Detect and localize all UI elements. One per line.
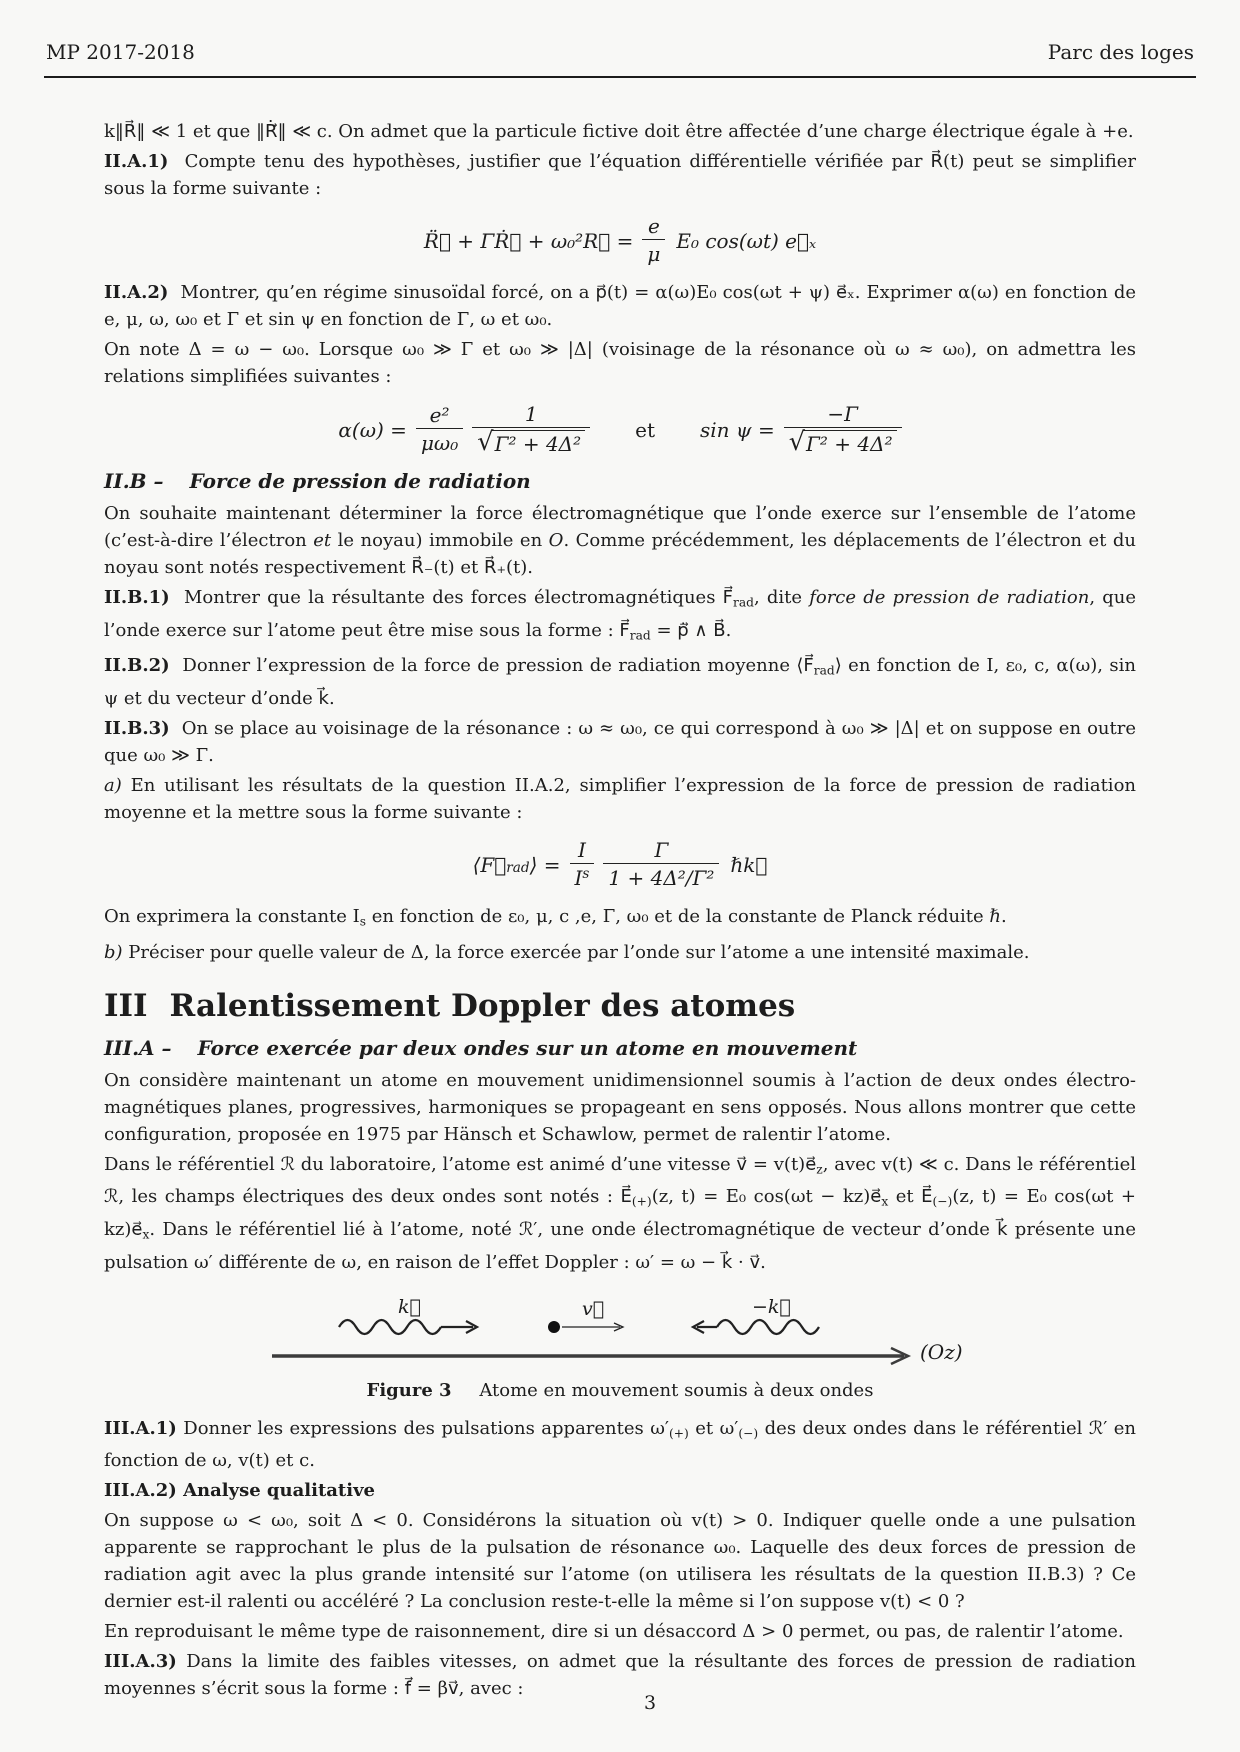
- text-run: On se place au voisinage de la résonance : ω ≈ ω₀, ce qui correspond à ω₀ ≫ |Δ| et on suppose en outre que ω₀ ≫ Γ.: [104, 718, 1136, 767]
- heading-number: II.B –: [104, 469, 164, 493]
- page-content: [104, 118, 1136, 1702]
- text-run: (z, t) = E₀ cos(ωt − kz)e⃗: [651, 1186, 882, 1208]
- text-run: . Comme précédemment, les déplacements de l’électron et du noyau sont notés respectivement R⃗₋(t) et R⃗₊(t).: [104, 530, 1136, 578]
- fraction: [603, 838, 719, 891]
- text-run: On note Δ = ω − ω₀. Lorsque ω₀ ≫ Γ et ω₀ ≫ |Δ| (voisinage de la résonance où ω ≈ ω₀), on admettra les relations simplifiées suivantes :: [104, 339, 1136, 387]
- equation-alpha-sinpsi: [104, 402, 1136, 457]
- text-run: des deux ondes dans le référentiel ℛ′ en fonction de ω, v(t) et c.: [104, 1417, 1137, 1472]
- text-run: On suppose ω < ω₀, soit Δ < 0. Considérons la situation où v(t) > 0. Indiquer quelle onde a une pulsation apparente se rapprochant le plus de la pulsation de résonance ω₀. Laquelle des deux forces de pression de radiation agit avec la plus grande intensité sur l’atome (on utilisera les résultats de la question II.B.3) ? Ce dernier est-il ralenti ou accéléré ? La conclusion reste-t-elle la même si l’on suppose v(t) < 0 ?: [104, 1510, 1136, 1613]
- question-II-B-3: [104, 715, 1136, 769]
- text-run: (−): [932, 1195, 953, 1210]
- wave-arrow-right-icon: [339, 1320, 473, 1334]
- equation-lhs: α(ω) =: [338, 417, 407, 442]
- wave-vector-minus-k-label: −k⃗: [752, 1295, 791, 1318]
- figure-3: [270, 1295, 970, 1376]
- equation-lhs: R̈⃗ + ΓṘ⃗ + ω₀²R⃗ =: [423, 228, 634, 253]
- text-run: x: [142, 1227, 150, 1242]
- paragraph-constante-Is: [104, 903, 1136, 936]
- text-run: rad: [813, 664, 835, 679]
- text-run: a): [104, 775, 122, 797]
- text-run: Préciser pour quelle valeur de Δ, la force exercée par l’onde sur l’atome a une intensité maximale.: [122, 941, 1030, 963]
- paragraph-analyse-qualitative: [104, 1507, 1136, 1615]
- fraction-numerator: Γ: [654, 838, 669, 863]
- text-run: s: [359, 914, 367, 929]
- figure-caption-label: Figure 3: [366, 1379, 452, 1401]
- denominator-base: I: [574, 866, 583, 891]
- text-run: II.B.1): [104, 587, 170, 608]
- fraction-numerator: I: [577, 838, 586, 863]
- text-run: b): [104, 941, 123, 963]
- sqrt-icon: √: [788, 427, 806, 457]
- fraction-numerator: e: [647, 214, 660, 238]
- equation-rhs: ℏk⃗: [730, 852, 768, 877]
- heading-III: [104, 988, 1136, 1024]
- equation-separator: et: [635, 417, 656, 442]
- heading-number: III.A –: [104, 1035, 172, 1060]
- fraction: [642, 214, 665, 267]
- question-II-A-2: [104, 279, 1136, 333]
- text-run: Compte tenu des hypothèses, justifier que l’équation différentielle vérifiée par R⃗(t) peut se simplifier sous la forme suivante :: [104, 151, 1136, 199]
- text-run: x: [881, 1195, 889, 1210]
- paragraph-II-B-intro: [104, 500, 1136, 581]
- paragraph-referentiel: [104, 1151, 1136, 1276]
- fraction: [472, 402, 590, 457]
- question-III-A-3: [104, 1648, 1136, 1702]
- page-number: 3: [644, 1692, 657, 1714]
- equation-force-radiation: [104, 838, 1136, 891]
- question-II-B-1: [104, 584, 1136, 649]
- heading-III-A-2: [104, 1477, 1136, 1504]
- heading-number: III: [104, 987, 148, 1024]
- equation-lhs-2: sin ψ =: [700, 417, 775, 442]
- header-left: MP 2017-2018: [46, 40, 195, 64]
- text-run: Dans le référentiel ℛ du laboratoire, l’atome est animé d’une vitesse v⃗ = v(t)e⃗: [104, 1153, 817, 1175]
- paragraph-intro: [104, 118, 1136, 145]
- sqrt-icon: √: [477, 427, 494, 457]
- text-run: II.A.2): [104, 282, 169, 303]
- text-run: III.A.2) Analyse qualitative: [104, 1480, 375, 1502]
- text-run: rad: [732, 595, 754, 610]
- text-run: , dite: [753, 587, 810, 608]
- fraction: [570, 838, 595, 891]
- lhs-close: ⟩ =: [529, 852, 561, 877]
- text-run: II.B.3): [104, 718, 170, 740]
- heading-II-B: [104, 469, 1136, 493]
- fraction-denominator: μ: [642, 239, 665, 267]
- heading-title: Ralentissement Doppler des atomes: [169, 987, 796, 1024]
- text-run: On considère maintenant un atome en mouvement unidimensionnel soumis à l’action de deux ondes électro-magnétiques planes, progressives, harmoniques se propageant en sens opposés. Nous allons montrer que cette configuration, proposée en 1975 par Hänsch et Schawlow, permet de ralentir l’atome.: [104, 1069, 1136, 1145]
- text-run: Donner l’expression de la force de pression de radiation moyenne ⟨F⃗: [169, 655, 814, 677]
- text-run: en fonction de ε₀, μ, c ,e, Γ, ω₀ et de la constante de Planck réduite ℏ.: [366, 906, 1007, 928]
- text-run: II.B.2): [104, 655, 170, 677]
- wave-vector-k-label: k⃗: [398, 1295, 421, 1318]
- figure-caption-text: Atome en mouvement soumis à deux ondes: [479, 1379, 874, 1401]
- paragraph-item-a: [104, 772, 1136, 826]
- question-II-B-2: [104, 652, 1136, 712]
- equation-lhs: [473, 853, 561, 877]
- text-run: Donner les expressions des pulsations apparentes ω′: [176, 1417, 669, 1439]
- text-run: (+): [631, 1195, 652, 1210]
- text-run: Montrer que la résultante des forces électromagnétiques F⃗: [169, 587, 733, 608]
- heading-title: Force de pression de radiation: [189, 469, 531, 493]
- equation-rhs: E₀ cos(ωt) e⃗ₓ: [676, 228, 817, 253]
- text-run: force de pression de radiation: [809, 587, 1090, 608]
- text-run: z: [816, 1162, 823, 1177]
- text-run: le noyau) immobile en: [331, 530, 549, 551]
- denominator-subscript: s: [582, 866, 590, 883]
- velocity-v-label: v⃗: [582, 1297, 605, 1320]
- text-run: = ṗ⃗ ∧ B⃗.: [650, 619, 732, 641]
- fraction-numerator: 1: [524, 402, 538, 426]
- axis-Oz-label: (Oz): [920, 1339, 963, 1364]
- figure-3-drawing: [270, 1297, 970, 1376]
- page-header: [44, 0, 1196, 78]
- fraction-numerator: e²: [429, 403, 450, 427]
- text-run: (z, t) = E₀ cos(ωt + kz)e⃗: [104, 1186, 1136, 1241]
- text-run: En reproduisant le même type de raisonnement, dire si un désaccord Δ > 0 permet, ou pas, de ralentir l’atome.: [104, 1621, 1124, 1643]
- wave-arrow-left-icon: [697, 1320, 819, 1334]
- text-run: (+): [669, 1426, 689, 1441]
- text-run: . Dans le référentiel lié à l’atome, noté ℛ′, une onde électromagnétique de vecteur d’onde k⃗ présente une pulsation ω′ différente de ω, en raison de l’effet Doppler : ω′ = ω − k⃗ · v⃗.: [104, 1219, 1136, 1273]
- fraction-numerator: −Γ: [827, 402, 858, 426]
- text-run: II.A.1): [104, 151, 169, 172]
- text-run: , que l’onde exerce sur l’atome peut être mise sous la forme : F⃗: [104, 587, 1136, 641]
- paragraph-III-A-intro: [104, 1067, 1136, 1148]
- question-III-A-1: [104, 1415, 1136, 1475]
- text-run: et E⃗: [888, 1186, 933, 1208]
- fraction: [416, 403, 463, 456]
- text-run: En utilisant les résultats de la question II.A.2, simplifier l’expression de la force de pression de radiation moyenne et la mettre sous la forme suivante :: [104, 775, 1136, 824]
- fraction-denominator: μω₀: [416, 428, 463, 456]
- text-run: III.A.1): [104, 1417, 177, 1439]
- text-run: (−): [738, 1426, 759, 1441]
- lhs-subscript: rad: [506, 859, 530, 876]
- text-run: III.A.3): [104, 1651, 177, 1673]
- fraction: [784, 402, 902, 457]
- fraction-denominator: [570, 863, 595, 891]
- heading-III-A: [104, 1036, 1136, 1060]
- text-run: k‖R⃗‖ ≪ 1 et que ‖Ṙ⃗‖ ≪ c. On admet que la particule fictive doit être affectée d’une charge électrique égale à +e.: [104, 121, 1134, 142]
- text-run: On souhaite maintenant déterminer la force électromagnétique que l’onde exerce sur l’ensemble de l’atome (c’est-à-dire l’électron: [104, 503, 1136, 551]
- lhs-vector: ⟨F⃗: [472, 852, 507, 877]
- fraction-denominator: [784, 427, 902, 457]
- heading-title: Force exercée par deux ondes sur un atome en mouvement: [197, 1035, 858, 1060]
- text-run: et ω′: [688, 1417, 739, 1439]
- radicand: Γ² + 4Δ²: [492, 430, 586, 457]
- text-run: rad: [629, 628, 651, 643]
- text-run: , avec v(t) ≪ c. Dans le référentiel ℛ, les champs électriques des deux ondes sont notés : E⃗: [104, 1153, 1136, 1208]
- radicand: Γ² + 4Δ²: [803, 430, 897, 457]
- equation-motion: [104, 214, 1136, 267]
- text-run: Dans la limite des faibles vitesses, on admet que la résultante des forces de pression de radiation moyennes s’écrit sous la forme : f⃗ = βv⃗, avec :: [104, 1651, 1136, 1700]
- text-run: O: [548, 530, 564, 551]
- text-run: et: [313, 530, 332, 551]
- paragraph-note-delta: [104, 336, 1136, 390]
- text-run: On exprimera la constante I: [104, 906, 360, 928]
- paragraph-item-b: [104, 939, 1136, 966]
- fraction-denominator: 1 + 4Δ²/Γ²: [603, 863, 719, 891]
- text-run: ⟩ en fonction de I, ε₀, c, α(ω), sin ψ et du vecteur d’onde k⃗.: [104, 655, 1136, 710]
- header-right: Parc des loges: [1047, 40, 1194, 64]
- fraction-denominator: [472, 427, 590, 457]
- question-II-A-1: [104, 148, 1136, 202]
- text-run: Montrer, qu’en régime sinusoïdal forcé, on a p⃗(t) = α(ω)E₀ cos(ωt + ψ) e⃗ₓ. Exprimer α(ω) en fonction de e, μ, ω, ω₀ et Γ et sin ψ en fonction de Γ, ω et ω₀.: [104, 282, 1136, 330]
- atom-dot-icon: [548, 1321, 560, 1333]
- paragraph-desaccord: [104, 1618, 1136, 1645]
- figure-3-caption: [104, 1380, 1136, 1401]
